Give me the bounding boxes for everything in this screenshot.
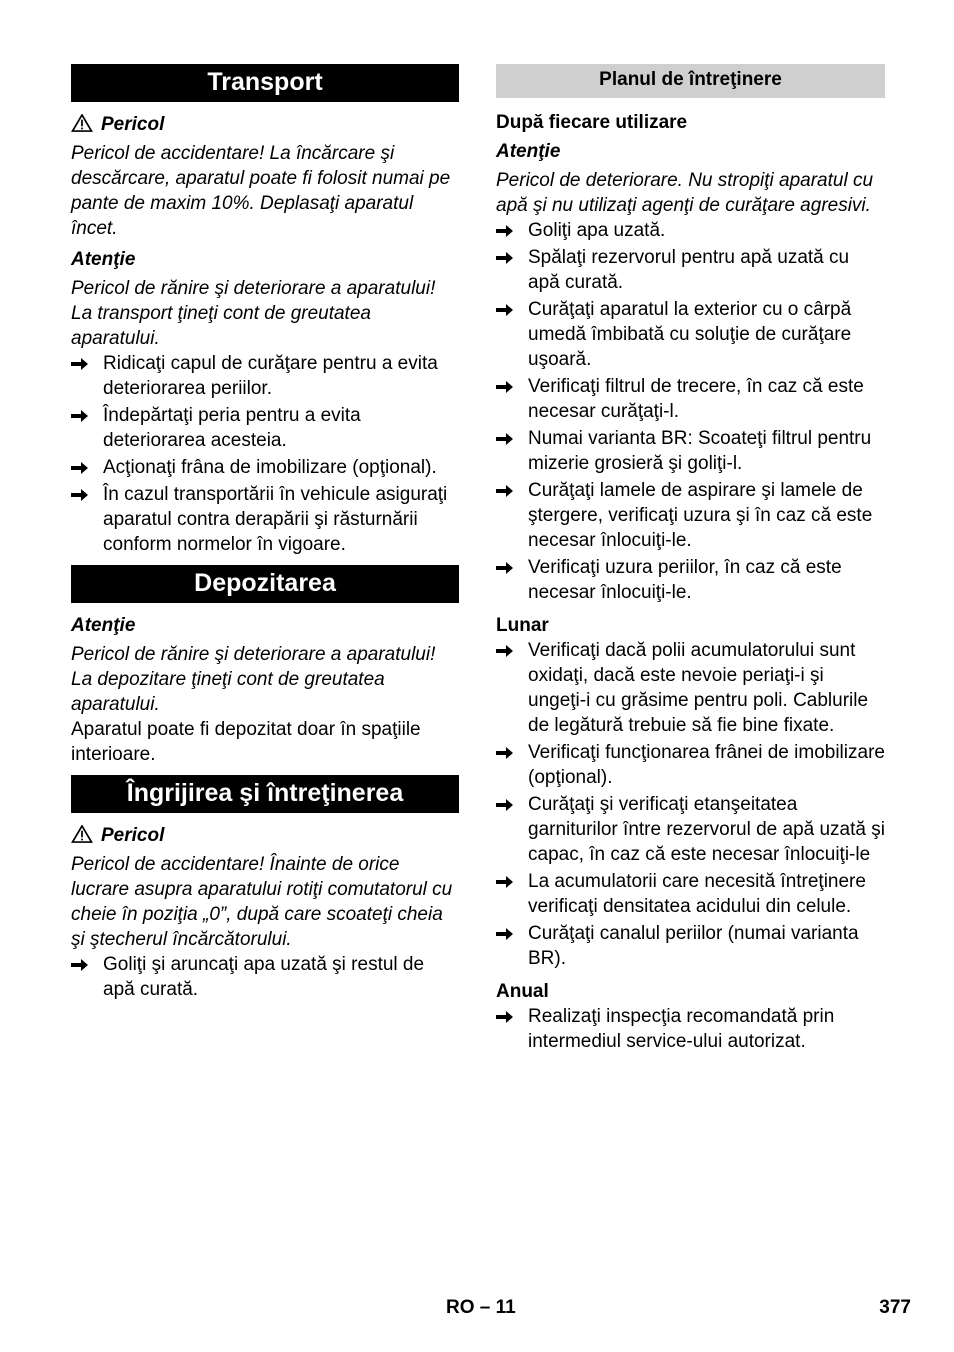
arrow-right-icon: [496, 478, 528, 553]
caution-label: Atenţie: [71, 615, 136, 636]
arrow-right-icon: [496, 297, 528, 372]
heading-monthly: Lunar: [496, 615, 549, 636]
arrow-right-icon: [496, 921, 528, 971]
arrow-right-icon: [496, 555, 528, 605]
caution-text: Pericol de rănire şi deteriorare a aparatului! La transport ţineţi cont de greutatea aparatului.: [71, 278, 436, 349]
caution-text: Pericol de deteriorare. Nu stropiţi aparatul cu apă şi nu utilizaţi agenţi de curăţare agresivi.: [496, 170, 874, 216]
warning-triangle-icon: [71, 825, 93, 843]
list-item: Verificaţi filtrul de trecere, în caz că este necesar curăţaţi-l.: [496, 374, 885, 424]
danger-text: Pericol de accidentare! La încărcare şi descărcare, aparatul poate fi folosit numai pe pante de maxim 10%. Deplasaţi aparatul încet.: [71, 143, 451, 239]
caution-label: Atenţie: [71, 249, 136, 270]
section-title-care: Îngrijirea şi întreţinerea: [71, 775, 459, 813]
list-item: Îndepărtaţi peria pentru a evita deteriorarea acesteia.: [71, 403, 459, 453]
arrow-right-icon: [71, 351, 103, 401]
list-item: Goliţi apa uzată.: [496, 218, 885, 243]
arrow-right-icon: [496, 638, 528, 738]
list-item: Ridicaţi capul de curăţare pentru a evita deteriorarea periilor.: [71, 351, 459, 401]
section-title-transport: Transport: [71, 64, 459, 102]
arrow-right-icon: [71, 455, 103, 480]
danger-label: Pericol: [71, 112, 459, 137]
list-item: Verificaţi funcţionarea frânei de imobilizare (opţional).: [496, 740, 885, 790]
arrow-right-icon: [496, 245, 528, 295]
arrow-right-icon: [496, 218, 528, 243]
arrow-right-icon: [496, 792, 528, 867]
list-item: Curăţaţi canalul periilor (numai varianta BR).: [496, 921, 885, 971]
list-item: Verificaţi dacă polii acumulatorului sunt oxidaţi, dacă este nevoie periaţi-i şi ungeţi-i cu grăsime pentru poli. Cablurile de legătură trebuie să fie bine fixate.: [496, 638, 885, 738]
right-column: [496, 64, 885, 1056]
arrow-right-icon: [496, 869, 528, 919]
arrow-right-icon: [71, 952, 103, 1002]
list-item: Spălaţi rezervorul pentru apă uzată cu apă curată.: [496, 245, 885, 295]
arrow-right-icon: [496, 1004, 528, 1054]
page-number: 377: [879, 1297, 911, 1318]
danger-text: Pericol de accidentare! Înainte de orice lucrare asupra aparatului rotiţi comutatorul cu cheie în poziţia „0”, după care scoateţi cheia şi ştecherul încărcătorului.: [71, 854, 453, 950]
list-item: Verificaţi uzura periilor, în caz că este necesar înlocuiţi-le.: [496, 555, 885, 605]
transport-steps: [71, 351, 459, 557]
heading-after-use: După fiecare utilizare: [496, 112, 688, 133]
yearly-steps: [496, 1004, 885, 1054]
arrow-right-icon: [496, 374, 528, 424]
arrow-right-icon: [496, 740, 528, 790]
list-item: Acţionaţi frâna de imobilizare (opţional).: [71, 455, 459, 480]
list-item: În cazul transportării în vehicule asiguraţi aparatul contra derapării şi răsturnării conform normelor în vigoare.: [71, 482, 459, 557]
list-item: Curăţaţi şi verificaţi etanşeitatea garniturilor între rezervorul de apă uzată şi capac, în caz că este necesar înlocuiţi-le: [496, 792, 885, 867]
list-item: Numai varianta BR: Scoateţi filtrul pentru mizerie grosieră şi goliţi-l.: [496, 426, 885, 476]
care-steps: [71, 952, 459, 1002]
list-item: Curăţaţi lamele de aspirare şi lamele de ştergere, verificaţi uzura şi în caz că este necesar înlocuiţi-le.: [496, 478, 885, 553]
section-title-maintenance-plan: Planul de întreţinere: [496, 64, 885, 98]
list-item: La acumulatorii care necesită întreţinere verificaţi densitatea acidului din celule.: [496, 869, 885, 919]
monthly-steps: [496, 638, 885, 971]
arrow-right-icon: [71, 403, 103, 453]
storage-note: Aparatul poate fi depozitat doar în spaţiile interioare.: [71, 719, 421, 765]
section-title-storage: Depozitarea: [71, 565, 459, 603]
list-item: Curăţaţi aparatul la exterior cu o cârpă umedă îmbibată cu soluţie de curăţare uşoară.: [496, 297, 885, 372]
warning-triangle-icon: [71, 114, 93, 132]
caution-text: Pericol de rănire şi deteriorare a aparatului! La depozitare ţineţi cont de greutatea aparatului.: [71, 644, 436, 715]
arrow-right-icon: [71, 482, 103, 557]
arrow-right-icon: [496, 426, 528, 476]
after-use-steps: [496, 218, 885, 605]
list-item: Goliţi şi aruncaţi apa uzată şi restul de apă curată.: [71, 952, 459, 1002]
left-column: [71, 64, 459, 1004]
footer-language-code: RO – 11: [446, 1297, 516, 1318]
heading-yearly: Anual: [496, 981, 549, 1002]
list-item: Realizaţi inspecţia recomandată prin intermediul service-ului autorizat.: [496, 1004, 885, 1054]
caution-label: Atenţie: [496, 141, 561, 162]
danger-label: Pericol: [71, 823, 459, 848]
